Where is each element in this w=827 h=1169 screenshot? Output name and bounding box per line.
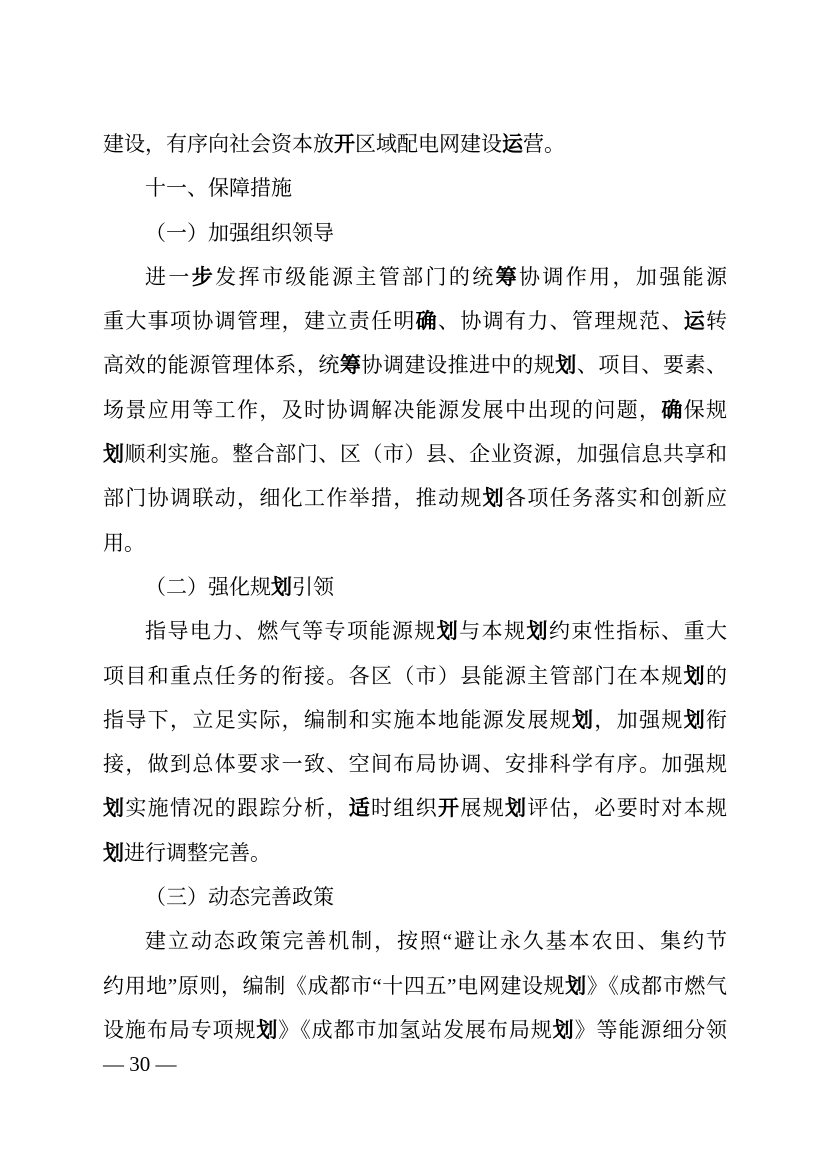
text-line — [103, 742, 727, 786]
bold-text-segment: 划 — [565, 973, 587, 998]
text-line — [103, 875, 727, 919]
text-segment: 与本规 — [459, 619, 527, 644]
text-segment: 接，做到总体要求一致、空间布局协调、安排科学有序。加强规 — [103, 752, 727, 777]
bold-text-segment: 划 — [256, 1017, 279, 1042]
text-line — [103, 476, 727, 520]
text-segment: 进一 — [145, 264, 192, 289]
text-line — [103, 122, 727, 166]
text-segment: 营。 — [523, 132, 565, 156]
text-line — [103, 166, 727, 210]
text-line — [103, 521, 727, 565]
text-segment: 时组织 — [371, 796, 439, 821]
text-segment: 建立动态政策完善机制，按照“避让永久基本农田、集约节 — [145, 929, 727, 954]
text-segment: ，加强规 — [594, 707, 684, 732]
text-line — [103, 831, 727, 875]
text-line — [103, 964, 727, 1008]
text-line — [103, 388, 727, 432]
text-segment: 用。 — [103, 530, 145, 555]
bold-text-segment: 划 — [103, 840, 124, 865]
text-segment: 、项目、要素、 — [576, 353, 728, 378]
page-number: — 30 — — [103, 1052, 177, 1076]
text-segment: 十一、保障措施 — [145, 176, 292, 201]
text-segment: 部门协调联动，细化工作举措，推动规 — [103, 486, 483, 511]
text-segment: 发挥市级能源主管部门的统 — [215, 264, 496, 289]
text-segment: 重大事项协调管理，建立责任明 — [103, 309, 416, 334]
bold-text-segment: 开 — [438, 796, 461, 821]
text-segment: 指导电力、燃气等专项能源规 — [145, 619, 437, 644]
text-line — [103, 698, 727, 742]
bold-text-segment: 运 — [683, 309, 707, 334]
bold-text-segment: 开 — [334, 132, 355, 156]
text-segment: 协调建设推进中的规 — [361, 353, 556, 378]
text-segment: 实施情况的跟踪分析， — [125, 796, 349, 821]
text-segment: 约束性指标、重大 — [548, 619, 728, 644]
text-segment: 引领 — [292, 574, 334, 599]
text-segment: 转 — [706, 309, 728, 334]
bold-text-segment: 运 — [502, 132, 523, 156]
bold-text-segment: 划 — [526, 619, 549, 644]
text-segment: 衔 — [706, 707, 728, 732]
text-segment: 场景应用等工作，及时协调解决能源发展中出现的问题， — [103, 397, 662, 422]
bold-text-segment: 确 — [415, 309, 439, 334]
text-segment: 设施布局专项规 — [103, 1017, 257, 1042]
text-segment: 区域配电网建设 — [355, 132, 502, 156]
text-segment: 》《成都市燃气 — [586, 973, 728, 998]
bold-text-segment: 筹 — [495, 264, 519, 289]
text-segment: 项目和重点任务的衔接。各区（市）县能源主管部门在本规 — [103, 663, 684, 688]
text-line — [103, 609, 727, 653]
text-segment: 顺利实施。整合部门、区（市）县、企业资源，加强信息共享和 — [124, 442, 728, 467]
bold-text-segment: 划 — [271, 574, 292, 599]
text-line — [103, 343, 727, 387]
text-segment: 各项任务落实和创新应 — [505, 486, 728, 511]
text-segment: 进行调整完善。 — [124, 840, 271, 865]
text-segment: 保规 — [683, 397, 728, 422]
bold-text-segment: 划 — [103, 442, 125, 467]
document-body — [103, 122, 727, 1052]
bold-text-segment: 划 — [103, 796, 126, 821]
bold-text-segment: 划 — [436, 619, 460, 644]
text-segment: 、协调有力、管理规范、 — [438, 309, 684, 334]
text-line — [103, 786, 727, 830]
text-line — [103, 654, 727, 698]
bold-text-segment: 划 — [505, 796, 528, 821]
text-line — [103, 1008, 727, 1052]
bold-text-segment: 步 — [191, 264, 216, 289]
text-segment: 》《成都市加氢站发展布局规 — [278, 1017, 553, 1042]
text-segment: 评估，必要时对本规 — [527, 796, 728, 821]
text-line — [103, 432, 727, 476]
bold-text-segment: 划 — [683, 663, 707, 688]
bold-text-segment: 划 — [683, 707, 707, 732]
text-segment: （一）加强组织领导 — [145, 220, 334, 245]
bold-text-segment: 划 — [572, 707, 595, 732]
text-segment: 展规 — [460, 796, 506, 821]
text-line — [103, 919, 727, 963]
text-segment: 指导下，立足实际，编制和实施本地能源发展规 — [103, 707, 572, 732]
text-segment: （三）动态完善政策 — [145, 885, 334, 910]
bold-text-segment: 划 — [552, 1017, 575, 1042]
text-segment: 约用地”原则，编制《成都市“十四五”电网建设规 — [103, 973, 566, 998]
bold-text-segment: 划 — [555, 353, 577, 378]
text-line — [103, 211, 727, 255]
bold-text-segment: 适 — [348, 796, 372, 821]
text-line — [103, 255, 727, 299]
text-segment: 协调作用，加强能源 — [519, 264, 727, 289]
text-line — [103, 299, 727, 343]
text-line — [103, 565, 727, 609]
bold-text-segment: 划 — [482, 486, 506, 511]
text-segment: （二）强化规 — [145, 574, 271, 599]
bold-text-segment: 筹 — [339, 353, 362, 378]
text-segment: 的 — [706, 663, 728, 688]
text-segment: 建设，有序向社会资本放 — [103, 132, 334, 156]
text-segment: 》等能源细分领 — [574, 1017, 728, 1042]
bold-text-segment: 确 — [661, 397, 684, 422]
text-segment: 高效的能源管理体系，统 — [103, 353, 340, 378]
